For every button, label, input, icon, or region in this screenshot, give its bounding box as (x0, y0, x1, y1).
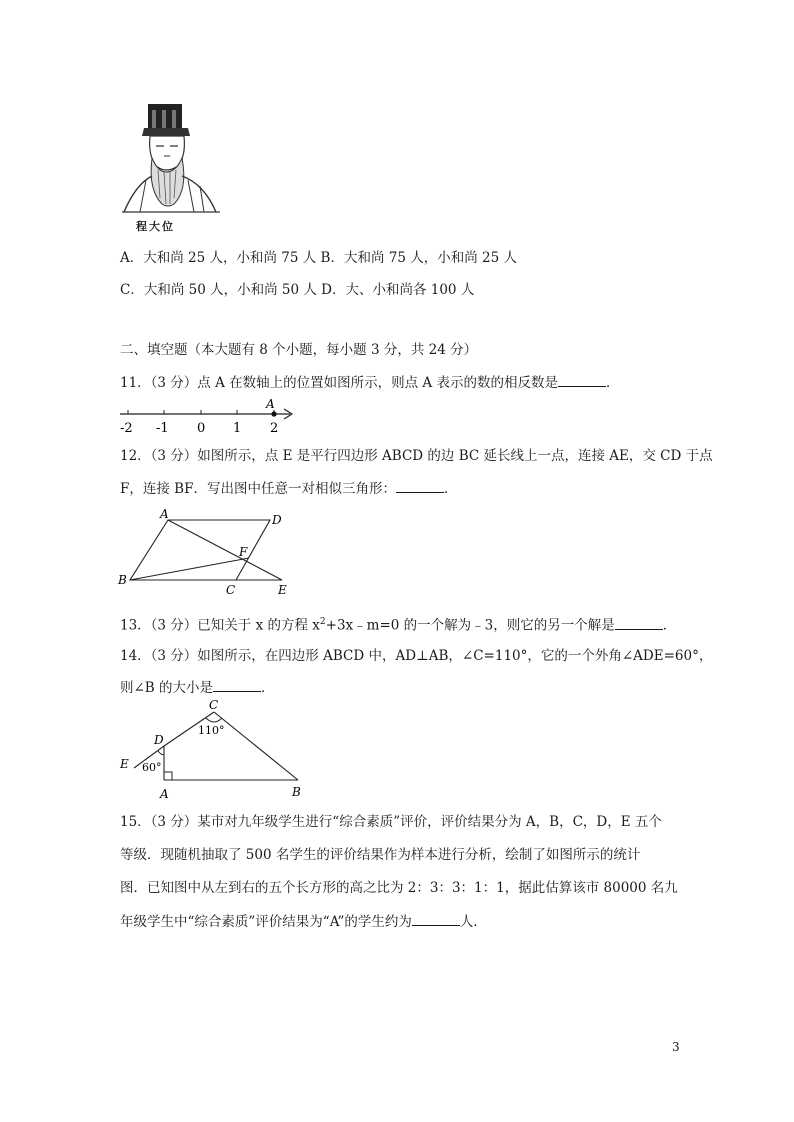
tick-label-1: 1 (233, 421, 242, 436)
label-e: E (278, 583, 287, 597)
q11-question: 11．（3 分）点 A 在数轴上的位置如图所示，则点 A 表示的数的相反数是 (120, 375, 558, 391)
q12-answer-blank[interactable] (396, 478, 444, 493)
q13-part-a: 13．（3 分）已知关于 x 的方程 x (120, 617, 320, 634)
q13-exponent: 2 (319, 617, 326, 627)
portrait-caption: 程大位 (136, 220, 175, 233)
number-line-figure (116, 398, 306, 436)
q11-text (120, 372, 619, 393)
section2-heading: 二、填空题（本大题有 8 个小题，每小题 3 分，共 24 分） (120, 342, 478, 358)
label-e: E (120, 757, 129, 771)
q10-options-line2: C．大和尚 50 人，小和尚 50 人 D．大、小和尚各 100 人 (120, 282, 475, 298)
angle-c-arc (206, 718, 222, 722)
q12-line2 (120, 478, 457, 499)
parallelogram-figure (116, 508, 306, 598)
q15-question: 年级学生中“综合素质”评价结果为“A”的学生约为 (120, 914, 412, 930)
q13-answer-blank[interactable] (615, 615, 663, 630)
q14-question: 则∠B 的大小是 (120, 680, 214, 696)
q10-options-line1: A．大和尚 25 人，小和尚 75 人 B．大和尚 75 人，小和尚 25 人 (120, 250, 518, 266)
label-b: B (292, 785, 301, 799)
q13-text (120, 612, 676, 636)
parallelogram-abcd (130, 520, 270, 580)
q14-period: ． (261, 680, 275, 696)
point-a-dot (271, 411, 276, 416)
q14-answer-blank[interactable] (213, 677, 261, 692)
label-f: F (239, 545, 248, 559)
q15-line4 (120, 911, 487, 932)
q13-part-b: +3x﹣m=0 的一个解为﹣3，则它的另一个解是 (325, 617, 615, 634)
angle-d-arc (158, 751, 164, 755)
q12-line1: 12．（3 分）如图所示，点 E 是平行四边形 ABCD 的边 BC 延长线上一点，连接 AE，交 CD 于点 (120, 448, 713, 464)
tick-label-minus1: -1 (156, 421, 169, 436)
angle-d-label: 60° (142, 761, 162, 774)
q11-period: ． (605, 375, 620, 391)
label-a: A (160, 508, 169, 521)
number-line-svg (116, 398, 306, 436)
quadrilateral-svg (116, 696, 316, 806)
q12-period: ． (443, 481, 458, 497)
q15-unit: 人． (459, 914, 487, 930)
portrait-figure (118, 100, 228, 240)
q12-question: F，连接 BF．写出图中任意一对相似三角形： (120, 481, 396, 497)
point-a-label: A (266, 398, 275, 411)
q14-line2 (120, 677, 275, 698)
page-number: 3 (672, 1040, 680, 1054)
tick-label-0: 0 (197, 421, 206, 436)
label-c: C (226, 583, 236, 597)
label-a: A (160, 787, 169, 801)
q14-line1: 14．（3 分）如图所示，在四边形 ABCD 中，AD⊥AB，∠C=110°，它的一个外角∠ADE=60°， (120, 648, 713, 664)
q15-line3: 图．已知图中从左到右的五个长方形的高之比为 2：3：3：1：1，据此估算该市 80000 名九 (120, 880, 678, 896)
quadrilateral-figure (116, 696, 316, 806)
segment-bc (214, 712, 298, 780)
tick-label-minus2: -2 (120, 421, 133, 436)
angle-c-label: 110° (198, 724, 225, 737)
label-c: C (209, 698, 219, 712)
right-angle-mark (164, 772, 172, 780)
parallelogram-svg (116, 508, 306, 598)
label-d: D (272, 513, 282, 527)
q15-line2: 等级．现随机抽取了 500 名学生的评价结果作为样本进行分析，绘制了如图所示的统计 (120, 847, 641, 863)
tick-label-2: 2 (270, 421, 279, 436)
segment-bf (130, 558, 249, 580)
q15-answer-blank[interactable] (412, 911, 460, 926)
q11-answer-blank[interactable] (558, 372, 606, 387)
q13-period: ． (662, 617, 677, 634)
q15-line1: 15．（3 分）某市对九年级学生进行“综合素质”评价，评价结果分为 A，B，C，D，E 五个 (120, 814, 662, 830)
label-d: D (154, 733, 164, 747)
label-b: B (118, 573, 127, 587)
